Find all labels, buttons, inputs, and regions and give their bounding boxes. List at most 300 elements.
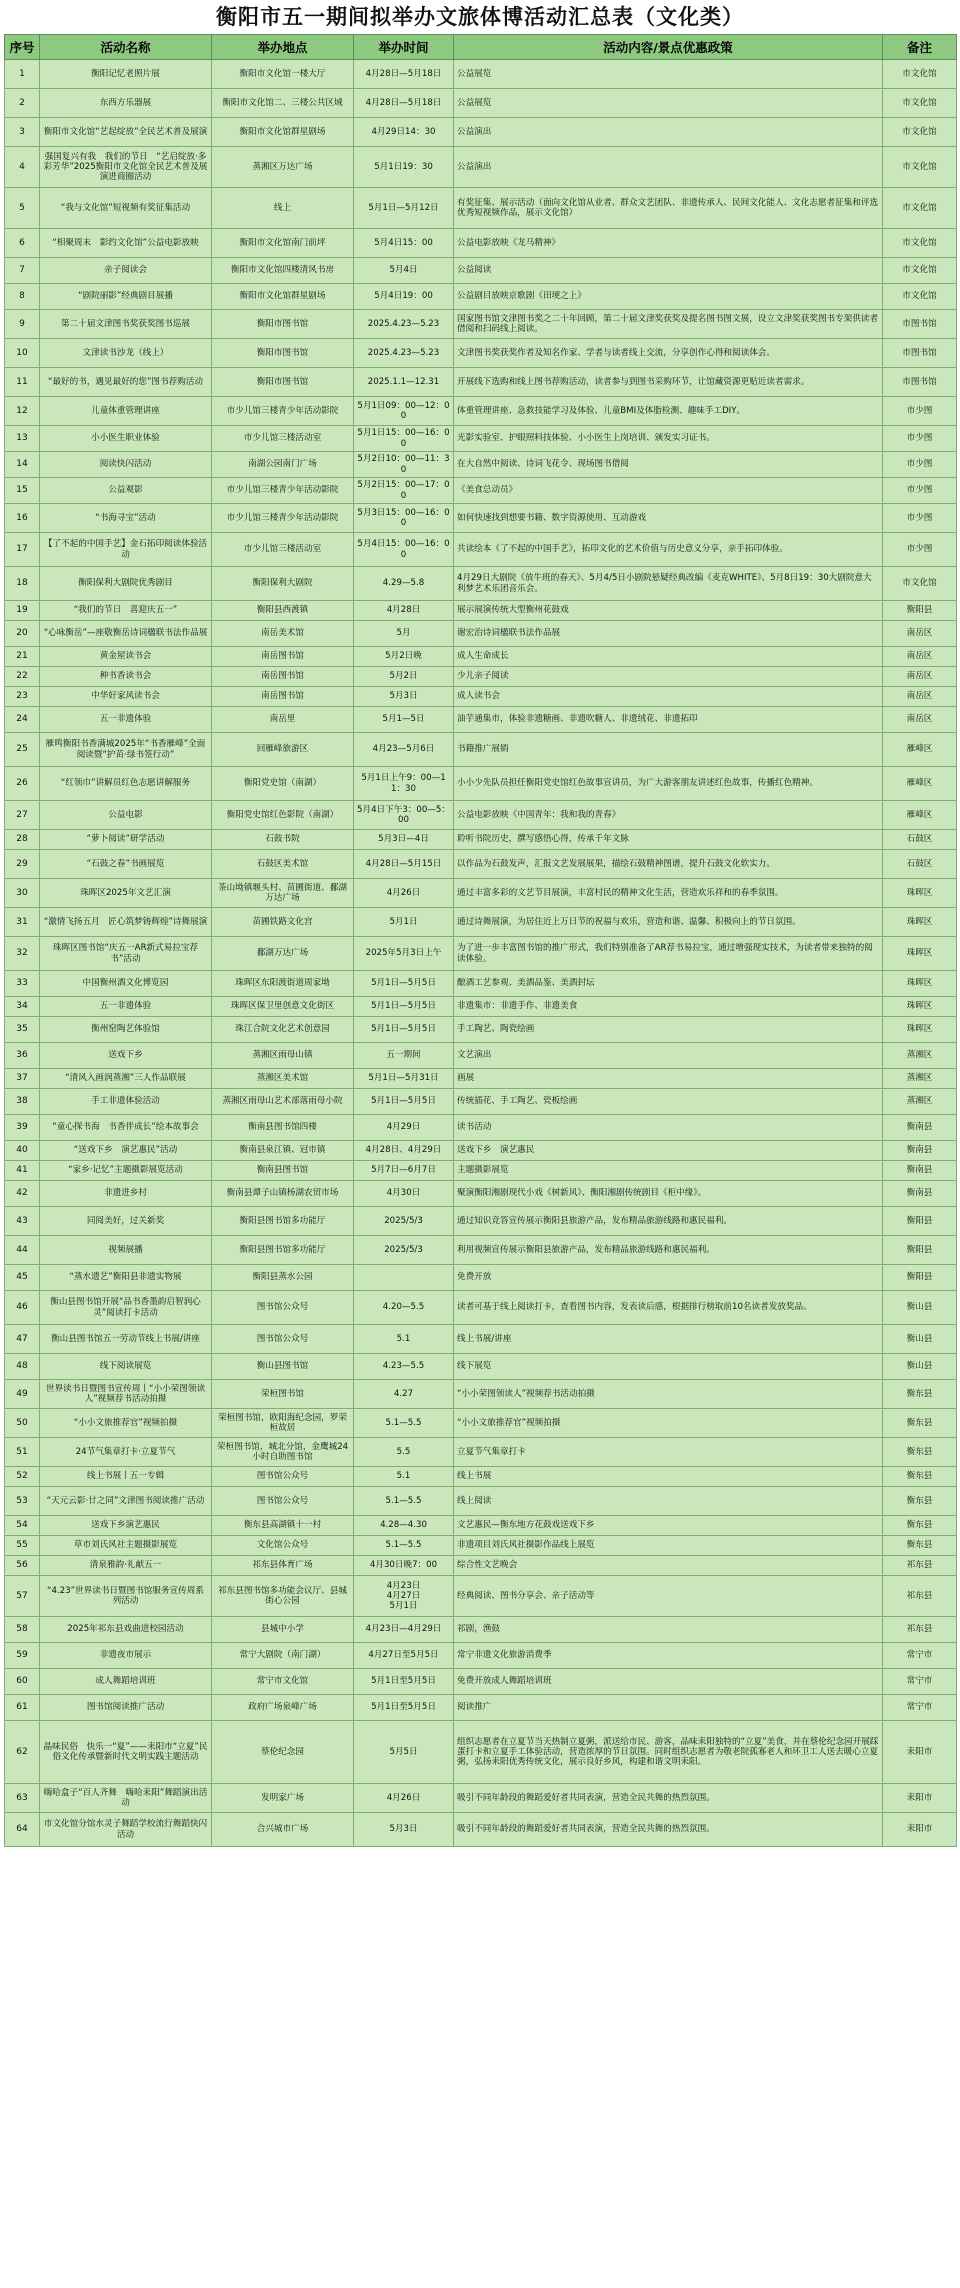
cell-venue: 衡山县图书馆 — [212, 1354, 354, 1380]
cell-seq: 32 — [5, 937, 40, 971]
cell-time: 5月1日09：00—12：00 — [354, 397, 454, 426]
cell-venue: 衡东县高湖镇十一村 — [212, 1516, 354, 1536]
cell-seq: 11 — [5, 368, 40, 397]
cell-note: 市文化馆 — [883, 258, 957, 284]
table-row — [5, 533, 957, 567]
cell-venue: 衡阳市图书馆 — [212, 368, 354, 397]
cell-note: 珠晖区 — [883, 908, 957, 937]
cell-note: 雁峰区 — [883, 767, 957, 801]
cell-time: 4月27日至5月5日 — [354, 1643, 454, 1669]
cell-activity-name: 草市刘氏风社主题摄影展览 — [40, 1536, 212, 1556]
table-row — [5, 1017, 957, 1043]
cell-content: 线上阅读 — [454, 1487, 883, 1516]
cell-content: 线上书展/讲座 — [454, 1325, 883, 1354]
cell-seq: 22 — [5, 667, 40, 687]
cell-time: 5月1日至5月5日 — [354, 1695, 454, 1721]
cell-venue: 衡南县泉江镇、冠市镇 — [212, 1141, 354, 1161]
table-row — [5, 1161, 957, 1181]
cell-activity-name: “我们的节日 喜迎庆五一” — [40, 601, 212, 621]
table-row — [5, 1516, 957, 1536]
cell-content: 文艺演出 — [454, 1043, 883, 1069]
table-row — [5, 908, 957, 937]
cell-seq: 39 — [5, 1115, 40, 1141]
cell-content: 画展 — [454, 1069, 883, 1089]
cell-seq: 51 — [5, 1438, 40, 1467]
activity-table — [4, 34, 957, 1847]
cell-seq: 38 — [5, 1089, 40, 1115]
cell-activity-name: 图书馆阅读推广活动 — [40, 1695, 212, 1721]
cell-activity-name: 亲子阅读会 — [40, 258, 212, 284]
table-row — [5, 1409, 957, 1438]
table-row — [5, 733, 957, 767]
cell-venue: 蒸湘区万达广场 — [212, 147, 354, 188]
cell-activity-name: “激情飞扬五月 匠心筑梦铸辉煌”诗舞展演 — [40, 908, 212, 937]
cell-seq: 40 — [5, 1141, 40, 1161]
cell-note: 常宁市 — [883, 1669, 957, 1695]
cell-content: 公益演出 — [454, 147, 883, 188]
cell-note: 常宁市 — [883, 1695, 957, 1721]
cell-venue: 衡阳市文化馆南门前坪 — [212, 229, 354, 258]
cell-time: 5月3日15：00—16：00 — [354, 504, 454, 533]
cell-seq: 1 — [5, 60, 40, 89]
cell-seq: 48 — [5, 1354, 40, 1380]
cell-time: 5月5日 — [354, 1721, 454, 1784]
cell-venue: 文化馆公众号 — [212, 1536, 354, 1556]
table-row — [5, 1643, 957, 1669]
cell-time: 4月26日 — [354, 879, 454, 908]
table-row — [5, 1617, 957, 1643]
cell-content: 在大自然中阅读、诗词飞花令、现场图书借阅 — [454, 452, 883, 478]
cell-time: 五一期间 — [354, 1043, 454, 1069]
cell-activity-name: 市文化馆分馆水灵子舞蹈学校流行舞蹈快闪活动 — [40, 1813, 212, 1847]
cell-note: 珠晖区 — [883, 937, 957, 971]
cell-activity-name: “我与文化馆”短视频有奖征集活动 — [40, 188, 212, 229]
cell-content: 为了进一步丰富图书馆的推广形式，我们特别准备了AR荐书易拉宝，通过增强现实技术，为读者带来独特的阅读体验。 — [454, 937, 883, 971]
table-row — [5, 647, 957, 667]
cell-seq: 18 — [5, 567, 40, 601]
cell-content: 少儿亲子阅读 — [454, 667, 883, 687]
cell-activity-name: “送戏下乡 演艺惠民”活动 — [40, 1141, 212, 1161]
table-row — [5, 504, 957, 533]
cell-venue: 南岳美术馆 — [212, 621, 354, 647]
cell-venue: 市少儿馆三楼青少年活动影院 — [212, 478, 354, 504]
cell-content: 吸引不同年龄段的舞蹈爱好者共同表演，营造全民共舞的热烈氛围。 — [454, 1784, 883, 1813]
cell-note: 衡东县 — [883, 1380, 957, 1409]
cell-content: 光影实验室、护眼照料技体验、小小医生上岗培训、颁发实习证书。 — [454, 426, 883, 452]
cell-content: 国家图书馆文津图书奖之二十年回顾，第二十届文津奖获奖及提名图书图文展，设立文津奖获奖图书专架供读者借阅和扫码线上阅读。 — [454, 310, 883, 339]
cell-activity-name: 衡山县图书馆开展“品书香墨韵启智润心灵”阅读打卡活动 — [40, 1291, 212, 1325]
cell-venue: 珠晖区东阳渡街道周家坳 — [212, 971, 354, 997]
table-row — [5, 1181, 957, 1207]
cell-venue: 县城中小学 — [212, 1617, 354, 1643]
cell-content: 公益展览 — [454, 89, 883, 118]
cell-seq: 20 — [5, 621, 40, 647]
table-header — [5, 35, 957, 60]
cell-content: 阅读推广 — [454, 1695, 883, 1721]
cell-note: 祁东县 — [883, 1576, 957, 1617]
table-row — [5, 1813, 957, 1847]
cell-activity-name: “小小文旅推荐官”视频拍摄 — [40, 1409, 212, 1438]
cell-note: 衡山县 — [883, 1291, 957, 1325]
cell-content: 聆听书院历史，撰写感悟心得，传承千年文脉 — [454, 830, 883, 850]
cell-activity-name: 送戏下乡演艺惠民 — [40, 1516, 212, 1536]
cell-venue: 祁东县体育广场 — [212, 1556, 354, 1576]
cell-time: 4.20—5.5 — [354, 1291, 454, 1325]
cell-content: 综合性文艺晚会 — [454, 1556, 883, 1576]
cell-note: 南岳区 — [883, 647, 957, 667]
cell-activity-name: “萝卜阅读”研学活动 — [40, 830, 212, 850]
cell-time: 4月30日晚7：00 — [354, 1556, 454, 1576]
cell-seq: 45 — [5, 1265, 40, 1291]
cell-note: 衡南县 — [883, 1161, 957, 1181]
cell-venue: 石鼓书院 — [212, 830, 354, 850]
cell-venue: 衡阳县蒸水公园 — [212, 1265, 354, 1291]
cell-activity-name: “童心探书海 书香伴成长”绘本故事会 — [40, 1115, 212, 1141]
cell-activity-name: 珠晖区图书馆“庆五一AR新式易拉宝荐书”活动 — [40, 937, 212, 971]
cell-note: 市图书馆 — [883, 310, 957, 339]
cell-note: 南岳区 — [883, 667, 957, 687]
table-row — [5, 284, 957, 310]
cell-seq: 13 — [5, 426, 40, 452]
cell-content: 公益演出 — [454, 118, 883, 147]
cell-note: 衡阳县 — [883, 601, 957, 621]
cell-activity-name: 同阅美好，过关新奖 — [40, 1207, 212, 1236]
cell-activity-name: 公益电影 — [40, 801, 212, 830]
cell-time: 4月29日 — [354, 1115, 454, 1141]
cell-activity-name: 儿童体重管理讲座 — [40, 397, 212, 426]
cell-activity-name: 24节气集章打卡·立夏节气 — [40, 1438, 212, 1467]
table-row — [5, 850, 957, 879]
cell-note: 市图书馆 — [883, 339, 957, 368]
cell-activity-name: “心咏衡岳”—座敬衡岳诗词楹联书法作品展 — [40, 621, 212, 647]
cell-time: 4.23—5.5 — [354, 1354, 454, 1380]
table-row — [5, 1536, 957, 1556]
cell-content: 文津图书奖获奖作者及知名作家、学者与读者线上交流，分享创作心得和阅读体会。 — [454, 339, 883, 368]
header-name: 活动名称 — [40, 35, 212, 60]
cell-activity-name: 晶味民俗 快乐一“夏”——耒阳市“立夏”民俗文化传承暨新时代文明实践主题活动 — [40, 1721, 212, 1784]
table-row — [5, 1784, 957, 1813]
header-content: 活动内容/景点优惠政策 — [454, 35, 883, 60]
header-time: 举办时间 — [354, 35, 454, 60]
cell-activity-name: 小小医生职业体验 — [40, 426, 212, 452]
table-row — [5, 478, 957, 504]
cell-note: 衡南县 — [883, 1115, 957, 1141]
cell-time: 4月28日—5月18日 — [354, 89, 454, 118]
cell-venue: 衡阳市文化馆二、三楼公共区域 — [212, 89, 354, 118]
cell-content: 手工陶艺、陶瓷绘画 — [454, 1017, 883, 1043]
cell-note: 市少图 — [883, 504, 957, 533]
cell-activity-name: 强国复兴有我 我们的节日 “艺启绽放·多彩芳华”2025衡阳市文化馆全民艺术普及展演进商圈活动 — [40, 147, 212, 188]
cell-time: 5月1日—5月12日 — [354, 188, 454, 229]
table-row — [5, 1043, 957, 1069]
cell-seq: 37 — [5, 1069, 40, 1089]
cell-content: 酿酒工艺参观、美酒品鉴、美酒封坛 — [454, 971, 883, 997]
table-row — [5, 426, 957, 452]
cell-venue: 南湖公园南门广场 — [212, 452, 354, 478]
cell-time: 5月1日—5月5日 — [354, 1089, 454, 1115]
cell-activity-name: “4.23”世界读书日暨图书馆服务宣传周系列活动 — [40, 1576, 212, 1617]
cell-seq: 30 — [5, 879, 40, 908]
cell-seq: 29 — [5, 850, 40, 879]
cell-note: 市文化馆 — [883, 229, 957, 258]
cell-venue: 茶山坳镇堰头村、苗圃街道、鄱湖万达广场 — [212, 879, 354, 908]
cell-activity-name: 视频展播 — [40, 1236, 212, 1265]
table-row — [5, 229, 957, 258]
table-row — [5, 937, 957, 971]
cell-seq: 46 — [5, 1291, 40, 1325]
cell-note: 常宁市 — [883, 1643, 957, 1669]
cell-seq: 57 — [5, 1576, 40, 1617]
cell-time: 5月1日至5月5日 — [354, 1669, 454, 1695]
cell-time: 5月1日—5月5日 — [354, 997, 454, 1017]
cell-time: 5月4日下午3：00—5：00 — [354, 801, 454, 830]
cell-content: 公益剧目放映京歌剧《田埂之上》 — [454, 284, 883, 310]
cell-time: 2025.4.23—5.23 — [354, 310, 454, 339]
cell-note: 雁峰区 — [883, 801, 957, 830]
cell-content: 公益电影放映《中国青年：我和我的青春》 — [454, 801, 883, 830]
cell-time: 5月 — [354, 621, 454, 647]
cell-seq: 42 — [5, 1181, 40, 1207]
header-row — [5, 35, 957, 60]
cell-activity-name: 黄金屋读书会 — [40, 647, 212, 667]
cell-activity-name: 文津读书沙龙（线上） — [40, 339, 212, 368]
cell-seq: 17 — [5, 533, 40, 567]
table-row — [5, 339, 957, 368]
cell-seq: 61 — [5, 1695, 40, 1721]
cell-content: 主题摄影展览 — [454, 1161, 883, 1181]
cell-time: 5.5 — [354, 1438, 454, 1467]
cell-seq: 34 — [5, 997, 40, 1017]
table-row — [5, 1354, 957, 1380]
cell-content: 以作品为石鼓发声，汇报文艺发展展果，描绘石鼓精神图谱，提升石鼓文化软实力。 — [454, 850, 883, 879]
cell-activity-name: 手工非遗体验活动 — [40, 1089, 212, 1115]
cell-seq: 52 — [5, 1467, 40, 1487]
cell-venue: 市少儿馆三楼青少年活动影院 — [212, 504, 354, 533]
table-row — [5, 258, 957, 284]
cell-venue: 图书馆公众号 — [212, 1467, 354, 1487]
table-row — [5, 667, 957, 687]
cell-activity-name: “清风入画润蒸湘”三人作品联展 — [40, 1069, 212, 1089]
cell-time: 5月1日 — [354, 908, 454, 937]
cell-note: 耒阳市 — [883, 1784, 957, 1813]
table-body — [5, 60, 957, 1847]
cell-seq: 5 — [5, 188, 40, 229]
cell-note: 衡阳县 — [883, 1207, 957, 1236]
table-row — [5, 368, 957, 397]
cell-seq: 24 — [5, 707, 40, 733]
cell-seq: 35 — [5, 1017, 40, 1043]
cell-time: 4月23日 4月27日 5月1日 — [354, 1576, 454, 1617]
cell-seq: 31 — [5, 908, 40, 937]
cell-seq: 54 — [5, 1516, 40, 1536]
cell-activity-name: “剧院丽影”经典剧目展播 — [40, 284, 212, 310]
cell-time: 4月30日 — [354, 1181, 454, 1207]
cell-content: 4月29日大剧院《放牛班的春天》、5月4/5日小剧院悬疑经典改编《麦克WHITE》、5月8日19：30大剧院意大利梦艺术乐团音乐会。 — [454, 567, 883, 601]
cell-seq: 2 — [5, 89, 40, 118]
cell-note: 衡阳县 — [883, 1236, 957, 1265]
cell-activity-name: 公益观影 — [40, 478, 212, 504]
cell-note: 市文化馆 — [883, 188, 957, 229]
cell-time: 5月2日晚 — [354, 647, 454, 667]
cell-activity-name: 2025年祁东县戏曲进校园活动 — [40, 1617, 212, 1643]
cell-content: 读书活动 — [454, 1115, 883, 1141]
cell-content: 线上书展 — [454, 1467, 883, 1487]
cell-time: 5.1—5.5 — [354, 1536, 454, 1556]
table-row — [5, 1721, 957, 1784]
cell-content: 油芋通集市，体验非遗糖画、非遗吹糖人、非遗绒花、非遗拓印 — [454, 707, 883, 733]
cell-activity-name: 第二十届文津图书奖获奖图书巡展 — [40, 310, 212, 339]
cell-content: 体重管理讲座、急救技能学习及体验、儿童BMI及体脂检测、趣味手工DIY。 — [454, 397, 883, 426]
cell-note: 衡山县 — [883, 1325, 957, 1354]
cell-note: 衡东县 — [883, 1487, 957, 1516]
table-row — [5, 1115, 957, 1141]
table-row — [5, 1141, 957, 1161]
cell-venue: 苗圃铁路文化宫 — [212, 908, 354, 937]
cell-content: 组织志愿者在立夏节当天热制立夏粥，派送给市民、游客，品味耒阳独特的“立夏”美食，并在蔡伦纪念园开展踩蛋打卡和立夏手工体验活动，营造浓厚的节日氛围。同时组织志愿者为敬老院孤寡老人和环卫工人送去暖心立夏粥，弘扬耒阳优秀传统文化，展示良好乡风，构建和谐文明耒阳。 — [454, 1721, 883, 1784]
cell-note: 衡东县 — [883, 1438, 957, 1467]
cell-activity-name: “书海寻宝”活动 — [40, 504, 212, 533]
cell-content: 有奖征集、展示活动（面向文化馆从业者、群众文艺团队、非遗传承人、民间文化能人、文化志愿者征集和评选优秀短视频作品，展示文化馆） — [454, 188, 883, 229]
header-venue: 举办地点 — [212, 35, 354, 60]
cell-note: 衡东县 — [883, 1409, 957, 1438]
cell-content: 免费开放 — [454, 1265, 883, 1291]
table-row — [5, 601, 957, 621]
cell-venue: 常宁市文化馆 — [212, 1669, 354, 1695]
cell-time: 5月1日19：30 — [354, 147, 454, 188]
table-row — [5, 1325, 957, 1354]
cell-time: 4月28日—5月18日 — [354, 60, 454, 89]
cell-time: 5月3日—4日 — [354, 830, 454, 850]
cell-seq: 43 — [5, 1207, 40, 1236]
cell-venue: 衡阳党史馆红色影院（南湖） — [212, 801, 354, 830]
cell-seq: 63 — [5, 1784, 40, 1813]
cell-activity-name: “红领巾”讲解员红色志愿讲解服务 — [40, 767, 212, 801]
cell-content: 谢宏治诗词楹联书法作品展 — [454, 621, 883, 647]
cell-time: 4.28—4.30 — [354, 1516, 454, 1536]
cell-time: 5月2日 — [354, 667, 454, 687]
cell-activity-name: 非遗进乡村 — [40, 1181, 212, 1207]
cell-seq: 28 — [5, 830, 40, 850]
cell-venue: 市少儿馆三楼活动室 — [212, 426, 354, 452]
table-row — [5, 1291, 957, 1325]
cell-time: 5月7日—6月7日 — [354, 1161, 454, 1181]
cell-time: 4.29—5.8 — [354, 567, 454, 601]
cell-content: 立夏节气集章打卡 — [454, 1438, 883, 1467]
cell-seq: 9 — [5, 310, 40, 339]
table-row — [5, 1438, 957, 1467]
cell-content: 吸引不同年龄段的舞蹈爱好者共同表演，营造全民共舞的热烈氛围。 — [454, 1813, 883, 1847]
cell-note: 南岳区 — [883, 707, 957, 733]
cell-venue: 常宁大剧院（南门湖） — [212, 1643, 354, 1669]
cell-activity-name: 【了不起的中国手艺】金石拓印阅读体验活动 — [40, 533, 212, 567]
cell-activity-name: 衡阳保利大剧院优秀剧目 — [40, 567, 212, 601]
cell-seq: 16 — [5, 504, 40, 533]
cell-venue: 衡阳市文化馆群星剧场 — [212, 284, 354, 310]
cell-venue: 市少儿馆三楼活动室 — [212, 533, 354, 567]
cell-seq: 56 — [5, 1556, 40, 1576]
cell-note: 祁东县 — [883, 1556, 957, 1576]
cell-content: 《美食总动员》 — [454, 478, 883, 504]
cell-time: 5月4日19：00 — [354, 284, 454, 310]
cell-activity-name: 珠晖区2025年文艺汇演 — [40, 879, 212, 908]
cell-content: 免费开放成人舞蹈培训班 — [454, 1669, 883, 1695]
cell-note: 市少图 — [883, 478, 957, 504]
cell-time: 5月1日—5月5日 — [354, 1017, 454, 1043]
cell-time: 5月3日 — [354, 687, 454, 707]
cell-activity-name: 世界读书日暨图书宣传周丨“小小荣图领读人”视频荐书活动拍摄 — [40, 1380, 212, 1409]
cell-venue: 珠晖区保卫里创意文化街区 — [212, 997, 354, 1017]
cell-time: 5月2日15：00—17：00 — [354, 478, 454, 504]
cell-note: 市少图 — [883, 426, 957, 452]
cell-note: 衡南县 — [883, 1141, 957, 1161]
cell-content: 公益展览 — [454, 60, 883, 89]
cell-time: 2025.4.23—5.23 — [354, 339, 454, 368]
cell-time: 4月28日 — [354, 601, 454, 621]
table-row — [5, 1380, 957, 1409]
cell-seq: 44 — [5, 1236, 40, 1265]
cell-activity-name: 衡山县图书馆五一劳动节线上书展/讲座 — [40, 1325, 212, 1354]
table-row — [5, 452, 957, 478]
cell-venue: 衡阳市文化馆四楼清风书房 — [212, 258, 354, 284]
table-row — [5, 971, 957, 997]
cell-seq: 6 — [5, 229, 40, 258]
cell-note: 市少图 — [883, 452, 957, 478]
cell-seq: 3 — [5, 118, 40, 147]
cell-content: 开展线下选购和线上图书荐购活动，读者参与到图书采购环节，让馆藏资源更贴近读者需求。 — [454, 368, 883, 397]
cell-content: 传统插花、手工陶艺、瓷板绘画 — [454, 1089, 883, 1115]
cell-activity-name: 非遗夜市展示 — [40, 1643, 212, 1669]
cell-seq: 41 — [5, 1161, 40, 1181]
cell-seq: 19 — [5, 601, 40, 621]
cell-seq: 59 — [5, 1643, 40, 1669]
cell-content: “小小荣图领读人”视频荐书活动拍摄 — [454, 1380, 883, 1409]
cell-note: 市文化馆 — [883, 60, 957, 89]
cell-activity-name: “天元云影·廿之同”文津图书阅读推广活动 — [40, 1487, 212, 1516]
table-row — [5, 767, 957, 801]
cell-time: 5.1 — [354, 1467, 454, 1487]
cell-activity-name: “石鼓之春”书画展览 — [40, 850, 212, 879]
cell-content: 送戏下乡 演艺惠民 — [454, 1141, 883, 1161]
cell-venue: 祁东县图书馆多功能会议厅、县城街心公园 — [212, 1576, 354, 1617]
cell-note: 市文化馆 — [883, 284, 957, 310]
cell-time: 5月1日上午9：00—11：30 — [354, 767, 454, 801]
cell-time: 2025/5/3 — [354, 1207, 454, 1236]
cell-seq: 64 — [5, 1813, 40, 1847]
cell-seq: 21 — [5, 647, 40, 667]
cell-seq: 33 — [5, 971, 40, 997]
cell-venue: 衡阳县图书馆多功能厅 — [212, 1236, 354, 1265]
header-note: 备注 — [883, 35, 957, 60]
cell-venue: 荣桓图书馆，欧阳海纪念园，罗荣桓故居 — [212, 1409, 354, 1438]
cell-content: 通过知识竞答宣传展示衡阳县旅游产品，发布精品旅游线路和惠民福利。 — [454, 1207, 883, 1236]
cell-time: 5月2日10：00—11：30 — [354, 452, 454, 478]
cell-seq: 49 — [5, 1380, 40, 1409]
cell-venue: 荣桓图书馆，城北分馆，金鹰城24小时自助图书馆 — [212, 1438, 354, 1467]
cell-venue: 衡阳保利大剧院 — [212, 567, 354, 601]
cell-activity-name: 衡州窑陶艺体验馆 — [40, 1017, 212, 1043]
cell-time — [354, 1265, 454, 1291]
cell-note: 祁东县 — [883, 1617, 957, 1643]
cell-seq: 14 — [5, 452, 40, 478]
cell-seq: 8 — [5, 284, 40, 310]
cell-note: 石鼓区 — [883, 850, 957, 879]
cell-note: 石鼓区 — [883, 830, 957, 850]
cell-activity-name: 线上书展丨五一专辑 — [40, 1467, 212, 1487]
cell-content: 聚演衡阳湘剧现代小戏《树新风》、衡阳湘剧传统剧目《柜中缘》。 — [454, 1181, 883, 1207]
cell-content: 展示展演传统大型衡州花鼓戏 — [454, 601, 883, 621]
cell-venue: 蔡伦纪念园 — [212, 1721, 354, 1784]
cell-activity-name: 清泉雅韵·礼献五一 — [40, 1556, 212, 1576]
